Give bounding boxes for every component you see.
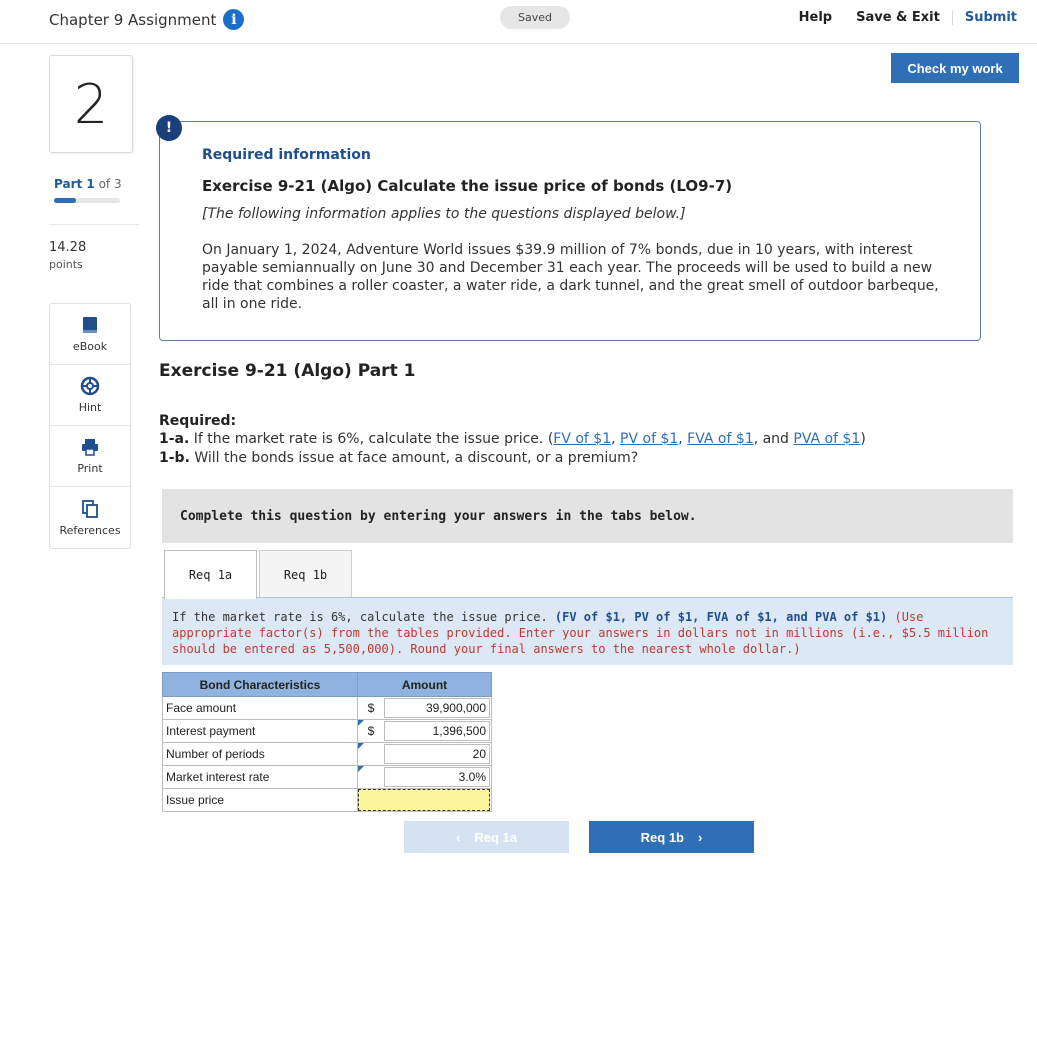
amount-cell: [358, 743, 492, 766]
market-interest-rate-input[interactable]: 3.0%: [384, 767, 490, 787]
table-row: [163, 697, 492, 720]
hint-icon: [80, 376, 100, 396]
help-link[interactable]: Help: [798, 10, 833, 25]
req-1a-prefix: 1-a.: [159, 431, 190, 447]
column-header: Bond Characteristics: [163, 673, 358, 697]
link-separator: ,: [678, 431, 688, 447]
info-icon[interactable]: i: [223, 9, 244, 30]
table-row: [163, 789, 492, 812]
required-heading: Required:: [159, 413, 237, 429]
hint-button[interactable]: [50, 365, 130, 426]
fv-link[interactable]: FV of $1: [553, 431, 612, 447]
column-header: Amount: [358, 673, 492, 697]
part-indicator: [54, 177, 122, 191]
link-separator: , and: [753, 431, 794, 447]
question-number: 2: [49, 55, 133, 153]
save-exit-link[interactable]: Save & Exit: [856, 10, 940, 25]
ebook-label: eBook: [72, 340, 108, 353]
amount-cell: [358, 789, 492, 812]
pva-link[interactable]: PVA of $1: [793, 431, 861, 447]
references-label: References: [59, 523, 121, 537]
required-information-heading: Required information: [202, 147, 371, 163]
amount-cell: [358, 720, 492, 743]
row-label: Issue price: [163, 789, 358, 812]
references-button[interactable]: [50, 487, 130, 548]
prev-req-1a-button[interactable]: [404, 821, 569, 853]
tools-panel: [49, 303, 131, 549]
table-row: [163, 766, 492, 789]
points-value: 14.28: [49, 240, 87, 255]
table-row: [163, 720, 492, 743]
cell-marker-icon: [358, 766, 364, 772]
ebook-button[interactable]: [50, 304, 130, 365]
amount-cell: [358, 766, 492, 789]
exercise-note: [The following information applies to the questions displayed below.]: [202, 206, 686, 222]
next-req-1b-button[interactable]: [589, 821, 754, 853]
submit-link[interactable]: Submit: [952, 10, 1017, 25]
chevron-right-icon: ›: [698, 829, 703, 845]
top-bar: [0, 0, 1037, 44]
fva-link[interactable]: FVA of $1: [687, 431, 754, 447]
row-label: Number of periods: [163, 743, 358, 766]
print-icon: [80, 437, 100, 457]
tab-req-1a[interactable]: Req 1a: [164, 550, 257, 599]
face-amount-input[interactable]: 39,900,000: [384, 698, 490, 718]
row-label: Market interest rate: [163, 766, 358, 789]
req-1a-text: If the market rate is 6%, calculate the issue price. (: [189, 431, 554, 447]
requirement-1a: [159, 431, 866, 447]
bond-characteristics-table: [162, 672, 492, 812]
complete-question-banner: Complete this question by entering your answers in the tabs below.: [162, 489, 1013, 543]
pv-link[interactable]: PV of $1: [620, 431, 679, 447]
part-current: Part 1: [54, 177, 95, 191]
references-icon: [80, 499, 100, 519]
amount-cell: [358, 697, 492, 720]
print-label: Print: [77, 462, 103, 475]
chevron-left-icon: ‹: [456, 829, 461, 845]
interest-payment-input[interactable]: 1,396,500: [384, 721, 490, 741]
assignment-title-text: Chapter 9 Assignment: [49, 10, 217, 29]
top-links: [787, 10, 1017, 25]
print-button[interactable]: [50, 426, 130, 487]
currency-symbol: $: [367, 724, 375, 738]
assignment-title: [49, 9, 244, 30]
alert-icon: !: [156, 115, 182, 141]
instructions-box: [162, 597, 1013, 665]
instructions-note: (Use appropriate factor(s) from the tables provided. Enter your answers in dollars not in millions (i.e., $5.5 million should be entered as 5,500,000). Round your final answers to the nearest whole dollar.): [172, 610, 989, 656]
prev-label: Req 1a: [474, 829, 517, 845]
part-total: of 3: [98, 177, 122, 191]
row-label: Face amount: [163, 697, 358, 720]
check-my-work-button[interactable]: Check my work: [891, 53, 1019, 83]
sidebar-divider: [49, 224, 139, 225]
cell-marker-icon: [358, 720, 364, 726]
req-1b-prefix: 1-b.: [159, 450, 190, 466]
part-title: Exercise 9-21 (Algo) Part 1: [159, 361, 416, 381]
link-close: ): [860, 431, 866, 447]
hint-label: Hint: [78, 401, 102, 414]
tab-req-1b[interactable]: Req 1b: [259, 550, 352, 598]
currency-symbol: $: [367, 701, 375, 715]
exercise-title: Exercise 9-21 (Algo) Calculate the issue price of bonds (LO9-7): [202, 177, 733, 195]
requirement-1b: [159, 450, 638, 466]
table-header-row: [163, 673, 492, 697]
row-label: Interest payment: [163, 720, 358, 743]
table-row: [163, 743, 492, 766]
req-1b-text: Will the bonds issue at face amount, a discount, or a premium?: [189, 450, 639, 466]
part-progress-fill: [54, 198, 76, 203]
link-separator: ,: [611, 431, 621, 447]
part-progress-bar: [54, 198, 120, 203]
exercise-paragraph: On January 1, 2024, Adventure World issues $39.9 million of 7% bonds, due in 10 years, with interest payable semiannually on June 30 and December 31 each year. The proceeds will be used to build a new ride that combines a roller coaster, a water ride, a dark tunnel, and the great smell of outdoor barbeque, all in one ride.: [202, 242, 939, 312]
instructions-table-links: (FV of $1, PV of $1, FVA of $1, and PVA of $1): [554, 610, 888, 624]
cell-marker-icon: [358, 743, 364, 749]
points-label: points: [49, 258, 83, 271]
book-icon: [80, 315, 100, 335]
instructions-text: If the market rate is 6%, calculate the issue price.: [172, 610, 555, 624]
number-of-periods-input[interactable]: 20: [384, 744, 490, 764]
next-label: Req 1b: [640, 829, 684, 845]
issue-price-input[interactable]: [358, 789, 490, 811]
saved-status-badge: Saved: [500, 6, 570, 29]
